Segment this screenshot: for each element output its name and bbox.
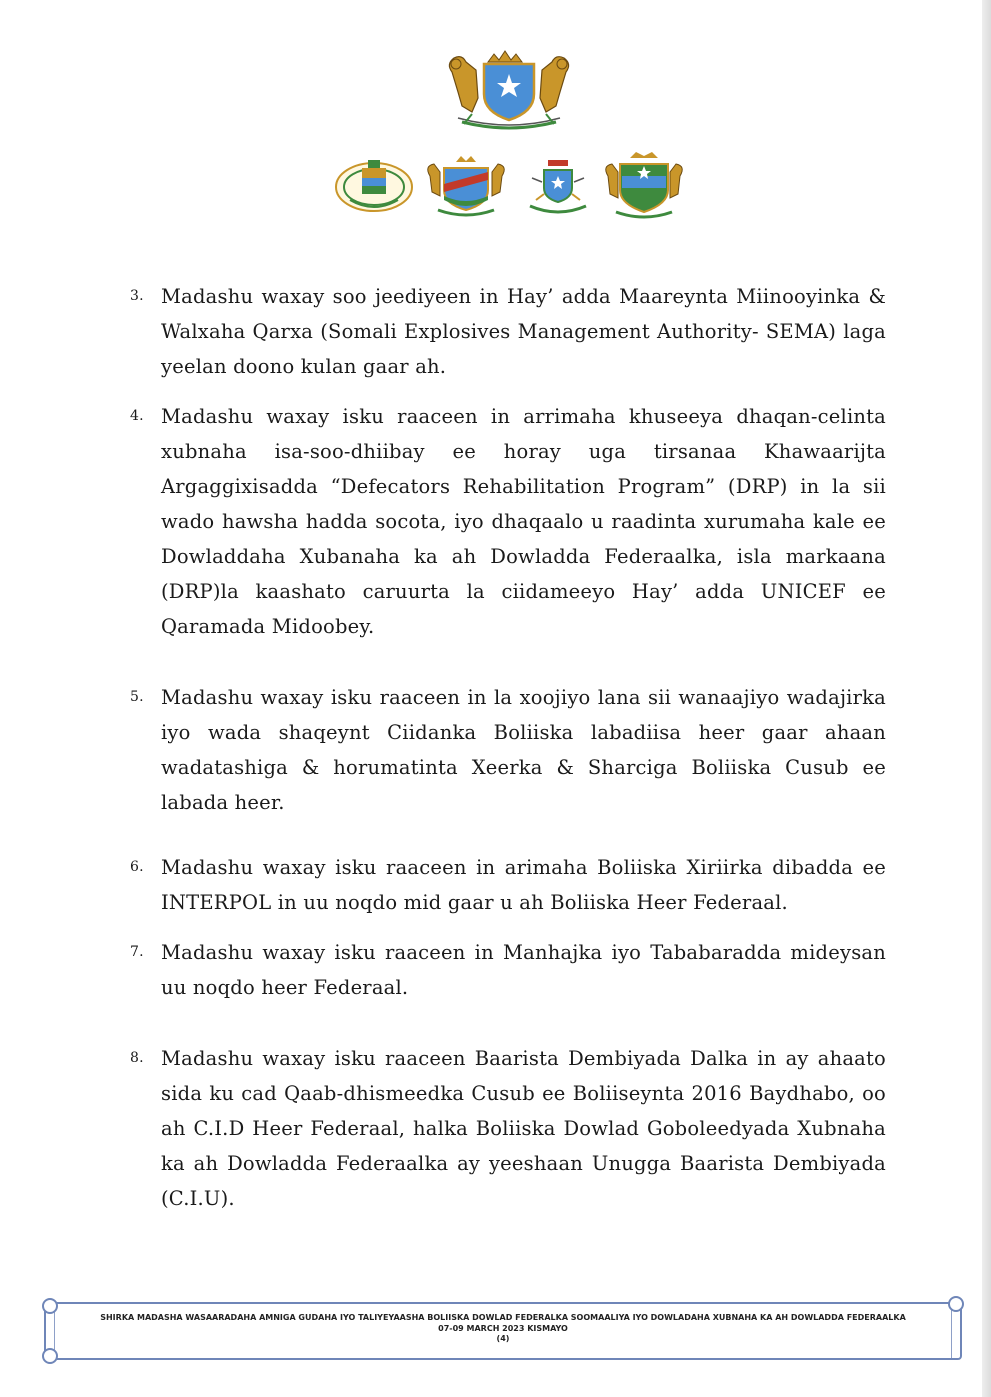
state-emblem-3-icon [530, 160, 586, 212]
item-number: 4. [130, 408, 144, 424]
list-item [130, 680, 886, 820]
list-item [130, 850, 886, 920]
item-number: 6. [130, 859, 144, 875]
state-emblem-2-icon [428, 156, 505, 215]
item-text: Madashu waxay isku raaceen in Manhajka iyo Tababaradda mideysan uu noqdo heer Federaal. [161, 941, 886, 999]
scroll-curl-icon [42, 1348, 58, 1364]
item-number: 3. [130, 288, 144, 304]
state-emblem-4-icon [606, 152, 683, 217]
state-emblem-1-icon [336, 160, 412, 211]
page-number: (4) [496, 1334, 510, 1343]
item-text: Madashu waxay soo jeediyeen in Hay’ adda Maareynta Miinooyinka & Walxaha Qarxa (Somali Explosives Management Authority- SEMA) laga yeelan doono kulan gaar ah. [161, 285, 886, 378]
list-item [130, 935, 886, 1005]
item-text: Madashu waxay isku raaceen in la xoojiyo lana sii wanaajiyo wadajirka iyo wada shaqeynt Ciidanka Boliiska labadiisa heer gaar ahaan wadatashiga & horumatinta Xeerka & Sharciga Boliiska Cusub ee labada heer. [161, 686, 886, 814]
somalia-coat-of-arms-icon [449, 51, 568, 128]
footer-banner [44, 1302, 962, 1360]
item-text: Madashu waxay isku raaceen Baarista Dembiyada Dalka in ay ahaato sida ku cad Qaab-dhismeedka Cusub ee Boliiseynta 2016 Baydhabo, oo ah C.I.D Heer Federaal, halka Boliiska Dowlad Goboleedyada Xubnaha ka ah Dowladda Federaalka ay yeeshaan Unugga Baarista Dembiyada (C.I.U). [161, 1047, 886, 1210]
item-text: Madashu waxay isku raaceen in arimaha Boliiska Xiriirka dibadda ee INTERPOL in uu noqdo mid gaar u ah Boliiska Heer Federaal. [161, 856, 886, 914]
list-item [130, 1041, 886, 1216]
item-number: 7. [130, 944, 144, 960]
emblems-header [0, 0, 991, 230]
footer-conference-title: SHIRKA MADASHA WASAARADAHA AMNIGA GUDAHA IYO TALIYEYAASHA BOLIISKA DOWLAD FEDERALKA SOOMAALIYA IYO DOWLADAHA XUBNAHA KA AH DOWLADDA FEDERAALKA [100, 1313, 906, 1322]
scroll-curl-icon [42, 1298, 58, 1314]
item-text: Madashu waxay isku raaceen in arrimaha khuseeya dhaqan-celinta xubnaha isa-soo-dhiibay ee horay uga tirsanaa Khawaarijta Argaggixisadda “Defecators Rehabilitation Program” (DRP) in la sii wado hawsha hadda socota, iyo dhaqaalo u raadinta xurumaha kale ee Dowladdaha Xubanaha ka ah Dowladda Federaalka, isla markaana (DRP)la kaashato caruurta la ciidameeyo Hay’ adda UNICEF ee Qaramada Midoobey. [161, 405, 886, 638]
scroll-curl-icon [948, 1296, 964, 1312]
item-number: 5. [130, 689, 144, 705]
item-number: 8. [130, 1050, 144, 1066]
list-item [130, 399, 886, 644]
footer-date-location: 07-09 MARCH 2023 KISMAYO [438, 1323, 568, 1333]
footer-text [46, 1313, 960, 1345]
list-item [130, 279, 886, 384]
